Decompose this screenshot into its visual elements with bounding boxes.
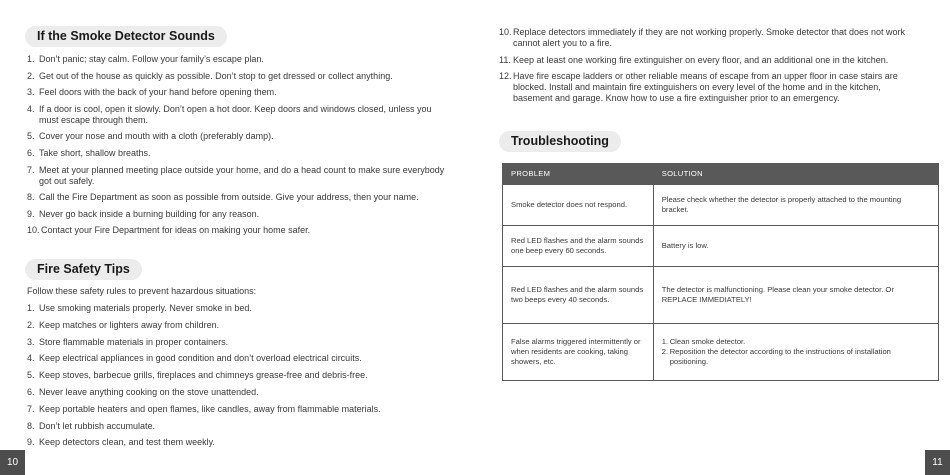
list-number: 6. bbox=[27, 386, 35, 397]
page-number-right: 11 bbox=[925, 450, 950, 475]
list-number: 9. bbox=[27, 208, 35, 219]
troubleshooting-table bbox=[502, 163, 939, 381]
list-number: 8. bbox=[27, 192, 35, 203]
step-number: 2. bbox=[661, 347, 669, 356]
list-text: If a door is cool, open it slowly. Don’t open a hot door. Keep doors and windows closed, unless you must escape through them. bbox=[39, 103, 432, 125]
fire-safety-tips-list bbox=[27, 303, 447, 448]
list-item bbox=[27, 131, 447, 142]
list-text: Meet at your planned meeting place outside your home, and do a head count to make sure everybody got out safely. bbox=[39, 164, 445, 186]
list-item bbox=[27, 54, 447, 65]
list-text: Call the Fire Department as soon as possible from outside. Give your address, then your name. bbox=[39, 192, 419, 203]
list-number: 1. bbox=[27, 54, 35, 64]
list-text: Keep portable heaters and open flames, like candles, away from flammable materials. bbox=[39, 403, 381, 414]
list-number: 2. bbox=[27, 319, 35, 330]
list-text: Have fire escape ladders or other reliable means of escape from an upper floor in case stairs are blocked. Install and maintain fire extinguishers on every level of the home and in the kitchen, basement and garage. Know how to use a fire extinguisher prior to an emergency. bbox=[513, 71, 898, 104]
list-text: Keep matches or lighters away from children. bbox=[39, 319, 220, 330]
table-row bbox=[503, 226, 939, 267]
solution-step bbox=[662, 347, 930, 367]
fire-safety-tips-list-continued bbox=[499, 27, 919, 104]
list-number: 9. bbox=[27, 437, 35, 448]
fire-safety-intro: Follow these safety rules to prevent hazardous situations: bbox=[27, 286, 257, 296]
list-item bbox=[27, 387, 447, 398]
table-row bbox=[503, 324, 939, 381]
list-text: Contact your Fire Department for ideas on making your home safer. bbox=[41, 225, 311, 236]
list-number: 10. bbox=[499, 27, 512, 37]
table-header-row bbox=[503, 164, 939, 185]
list-item bbox=[27, 437, 447, 448]
list-text: Store flammable materials in proper containers. bbox=[39, 336, 229, 347]
step-text: Clean smoke detector. bbox=[669, 337, 746, 346]
list-text: Replace detectors immediately if they are not working properly. Smoke detector that does not work cannot alert you to a fire. bbox=[513, 27, 906, 48]
smoke-detector-sounds-heading: If the Smoke Detector Sounds bbox=[25, 26, 227, 47]
step-text: Reposition the detector according to the instructions of installation positioning. bbox=[669, 347, 891, 366]
list-number: 4. bbox=[27, 103, 35, 114]
list-item bbox=[27, 209, 447, 220]
list-item bbox=[27, 320, 447, 331]
list-item bbox=[27, 421, 447, 432]
list-item bbox=[27, 87, 447, 98]
solution-step bbox=[662, 337, 930, 347]
list-item bbox=[27, 225, 447, 236]
list-number: 8. bbox=[27, 420, 35, 431]
list-number: 6. bbox=[27, 147, 35, 158]
list-item bbox=[27, 104, 447, 126]
list-item bbox=[27, 404, 447, 415]
list-number: 4. bbox=[27, 353, 35, 364]
list-text: Keep detectors clean, and test them weekly. bbox=[39, 437, 215, 448]
list-number: 5. bbox=[27, 131, 35, 142]
problem-cell: Red LED flashes and the alarm sounds two beeps every 40 seconds. bbox=[503, 267, 654, 324]
page-number-left: 10 bbox=[0, 450, 25, 475]
list-item bbox=[27, 370, 447, 381]
list-number: 1. bbox=[27, 303, 35, 313]
troubleshooting-heading: Troubleshooting bbox=[499, 131, 621, 152]
fire-safety-tips-heading: Fire Safety Tips bbox=[25, 259, 142, 280]
list-text: Get out of the house as quickly as possible. Don’t stop to get dressed or collect anything. bbox=[39, 70, 393, 81]
list-number: 5. bbox=[27, 370, 35, 381]
problem-cell: False alarms triggered intermittently or when residents are cooking, taking showers, etc. bbox=[503, 324, 654, 381]
list-item bbox=[27, 71, 447, 82]
table-row bbox=[503, 267, 939, 324]
list-text: Feel doors with the back of your hand before opening them. bbox=[39, 87, 277, 98]
list-item bbox=[27, 192, 447, 203]
problem-column-header: PROBLEM bbox=[503, 164, 654, 185]
list-number: 7. bbox=[27, 403, 35, 414]
solution-column-header: SOLUTION bbox=[653, 164, 938, 185]
solution-cell: Please check whether the detector is properly attached to the mounting bracket. bbox=[653, 185, 938, 226]
list-text: Don’t panic; stay calm. Follow your family’s escape plan. bbox=[39, 54, 264, 64]
table-row bbox=[503, 185, 939, 226]
list-number: 10. bbox=[27, 225, 40, 236]
list-number: 3. bbox=[27, 336, 35, 347]
problem-cell: Red LED flashes and the alarm sounds one beep every 60 seconds. bbox=[503, 226, 654, 267]
list-text: Use smoking materials properly. Never smoke in bed. bbox=[39, 303, 252, 313]
list-item bbox=[499, 71, 919, 104]
list-item bbox=[499, 27, 919, 49]
list-item bbox=[27, 353, 447, 364]
list-text: Never go back inside a burning building for any reason. bbox=[39, 208, 260, 219]
list-text: Keep at least one working fire extinguisher on every floor, and an additional one in the kitchen. bbox=[513, 54, 889, 65]
list-item bbox=[27, 165, 447, 187]
problem-cell: Smoke detector does not respond. bbox=[503, 185, 654, 226]
list-number: 2. bbox=[27, 70, 35, 81]
list-text: Never leave anything cooking on the stove unattended. bbox=[39, 386, 259, 397]
list-text: Take short, shallow breaths. bbox=[39, 147, 151, 158]
list-text: Keep electrical appliances in good condition and don’t overload electrical circuits. bbox=[39, 353, 362, 364]
list-number: 7. bbox=[27, 164, 35, 175]
smoke-detector-steps-list bbox=[27, 54, 447, 236]
step-number: 1. bbox=[661, 337, 669, 346]
solution-cell: The detector is malfunctioning. Please clean your smoke detector. Or REPLACE IMMEDIATELY! bbox=[653, 267, 938, 324]
list-item bbox=[27, 337, 447, 348]
list-item bbox=[499, 55, 919, 66]
right-page bbox=[475, 0, 950, 475]
list-item bbox=[27, 148, 447, 159]
list-text: Don’t let rubbish accumulate. bbox=[39, 420, 156, 431]
solution-cell: Battery is low. bbox=[653, 226, 938, 267]
list-item bbox=[27, 303, 447, 314]
solution-cell bbox=[653, 324, 938, 381]
list-number: 3. bbox=[27, 87, 35, 98]
list-number: 11. bbox=[499, 54, 511, 65]
list-text: Keep stoves, barbecue grills, fireplaces and chimneys grease-free and debris-free. bbox=[39, 370, 368, 381]
list-number: 12. bbox=[499, 71, 512, 82]
list-text: Cover your nose and mouth with a cloth (preferably damp). bbox=[39, 131, 274, 142]
